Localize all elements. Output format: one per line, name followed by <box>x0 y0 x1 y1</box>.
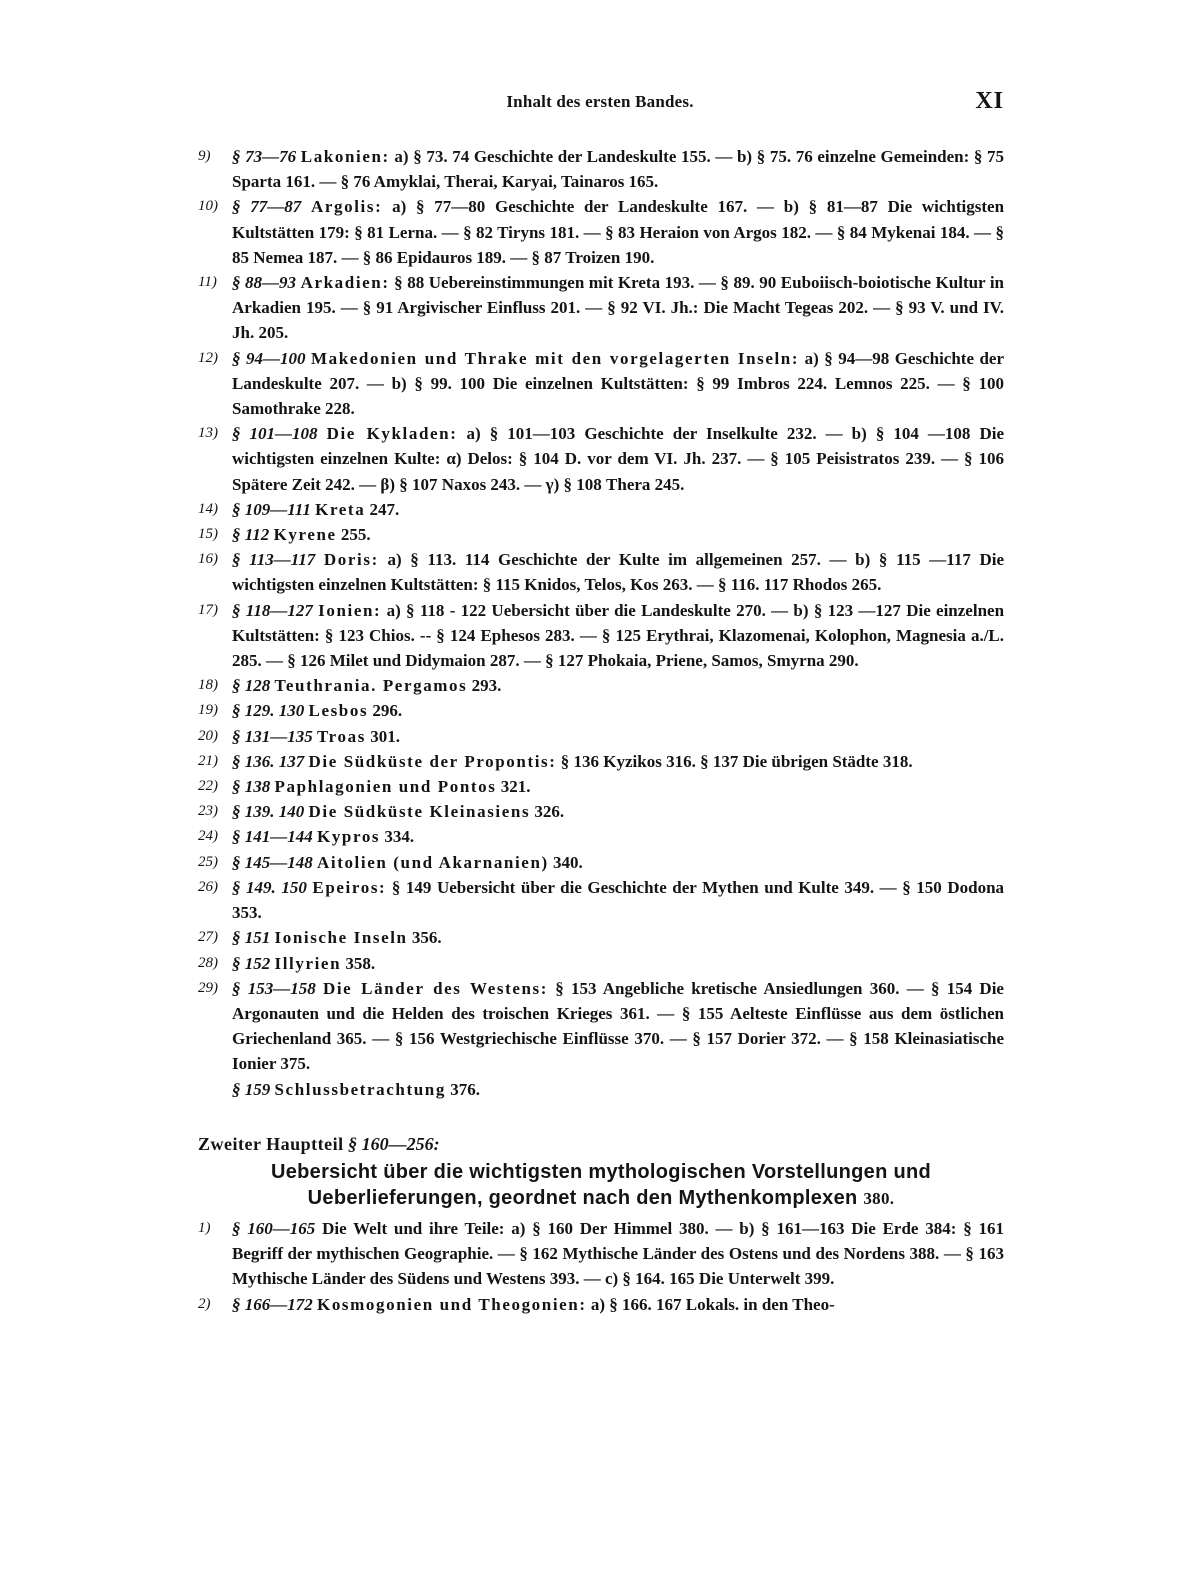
entry-section-range: § 139. 140 <box>232 802 305 822</box>
entry-section-range: § 112 <box>232 525 270 545</box>
entry-text: 255. <box>340 525 371 545</box>
toc-entry <box>198 824 1004 849</box>
entry-section-range: § 145—148 <box>232 852 313 872</box>
entry-number: 24) <box>198 828 218 845</box>
entry-section-range: § 138 <box>232 777 271 797</box>
entry-region-name: Kosmogonien und Theogonien: <box>317 1294 587 1314</box>
entry-text: § 149 Uebersicht über die Geschichte der Mythen und Kulte 349. — § 150 Dodona 353. <box>232 877 1005 923</box>
entry-number: 20) <box>198 727 218 744</box>
toc-entry <box>198 1292 1004 1317</box>
entry-number: 12) <box>198 349 218 366</box>
entry-section-range: § 77—87 <box>232 197 302 217</box>
entry-region-name: Kreta <box>315 499 366 519</box>
toc-entry <box>198 875 1004 925</box>
part-title <box>198 1159 1004 1212</box>
toc-entry <box>198 976 1004 1077</box>
entry-text: 301. <box>370 726 400 746</box>
entry-number: 18) <box>198 677 218 694</box>
entry-section-range: § 131—135 <box>232 726 313 746</box>
entry-number: 25) <box>198 853 218 870</box>
table-of-contents <box>198 144 1004 1317</box>
toc-part-one <box>198 144 1004 1102</box>
entry-text: 326. <box>534 802 565 822</box>
entry-region-name: Ionische Inseln <box>274 928 408 948</box>
entry-section-range: § 151 <box>232 928 271 948</box>
entry-text: § 153 Angebliche kretische Ansiedlungen 360. — § 154 Die Argonauten und die Helden des troischen Krieges 361. — § 155 Aelteste Einflüsse aus dem östlichen Griechenland 365. — § 156 Westgriechische Einflüsse 370. — § 157 Dorier 372. — § 158 Kleinasiatische Ionier 375. <box>232 978 1004 1074</box>
entry-text: 376. <box>450 1079 480 1099</box>
entry-number: 10) <box>198 198 218 215</box>
entry-text: a) § 77—80 Geschichte der Landeskulte 167. — b) § 81—87 Die wichtigsten Kultstätten 179: § 81 Lerna. — § 82 Tiryns 181. — § 83 Heraion von Argos 182. — § 84 Mykenai 184. — § 85 Nemea 187. — § 86 Epidauros 189. — § 87 Troizen 190. <box>232 197 1005 267</box>
entry-region-name: Aitolien (und Akarnanien) <box>317 852 549 872</box>
entry-text: 358. <box>345 953 376 973</box>
entry-region-name: Epeiros: <box>312 877 387 897</box>
toc-entry <box>198 925 1004 950</box>
entry-region-name: Argolis: <box>311 197 383 217</box>
entry-number: 9) <box>198 148 211 164</box>
entry-text: a) § 166. 167 Lokals. in den Theo- <box>590 1294 835 1314</box>
entry-number: 11) <box>198 274 217 291</box>
entry-section-range: § 136. 137 <box>232 751 305 771</box>
entry-region-name: Illyrien <box>274 953 342 973</box>
entry-section-range: § 153—158 <box>232 978 316 998</box>
entry-text: a) § 101—103 Geschichte der Inselkulte 232. — b) § 104 —108 Die wichtigsten einzelnen Kulte: α) Delos: § 104 D. vor dem VI. Jh. 237. — § 105 Peisistratos 239. — § 106 Spätere Zeit 242. — β) § 107 Naxos 243. — γ) § 108 Thera 245. <box>232 424 1004 494</box>
entry-region-name: Die Kykladen: <box>326 424 458 444</box>
entry-text: § 136 Kyzikos 316. § 137 Die übrigen Städte 318. <box>560 751 913 771</box>
toc-entry <box>198 724 1004 749</box>
entry-region-name: Lesbos <box>308 701 369 721</box>
entry-section-range: § 159 <box>232 1079 271 1099</box>
entry-region-name: Paphlagonien und Pontos <box>274 777 497 797</box>
page-header <box>196 88 1004 120</box>
toc-entry <box>198 850 1004 875</box>
entry-region-name: Die Länder des Westens: <box>322 978 549 998</box>
entry-text: Die Welt und ihre Teile: a) § 160 Der Himmel 380. — b) § 161—163 Die Erde 384: § 161 Begriff der mythischen Geographie. — § 162 Mythische Länder des Ostens und des Nordens 388. — § 163 Mythische Länder des Südens und Westens 393. — c) § 164. 165 Die Unterwelt 399. <box>232 1218 1005 1289</box>
toc-entry <box>198 270 1004 346</box>
entry-section-range: § 166—172 <box>232 1294 313 1314</box>
running-title: Inhalt des ersten Bandes. <box>506 92 694 111</box>
entry-number: 23) <box>198 803 218 820</box>
part-label: Zweiter Hauptteil <box>198 1133 344 1154</box>
toc-entry <box>198 1216 1004 1292</box>
entry-section-range: § 113—117 <box>232 550 316 570</box>
toc-part-two <box>198 1216 1004 1317</box>
entry-text: a) § 73. 74 Geschichte der Landeskulte 155. — b) § 75. 76 einzelne Gemeinden: § 75 Sparta 161. — § 76 Amyklai, Therai, Karyai, Tainaros 165. <box>232 147 1005 192</box>
entry-section-range: § 152 <box>232 953 271 973</box>
entry-section-range: § 101—108 <box>232 424 318 444</box>
entry-number: 29) <box>198 979 218 996</box>
entry-section-range: § 128 <box>232 676 271 696</box>
entry-section-range: § 141—144 <box>232 827 313 847</box>
entry-region-name: Schlussbetrachtung <box>274 1079 446 1099</box>
entry-section-range: § 160—165 <box>232 1218 316 1238</box>
toc-entry <box>198 547 1004 597</box>
entry-text: 340. <box>553 852 583 872</box>
toc-entry <box>198 749 1004 774</box>
entry-number: 14) <box>198 500 218 517</box>
entry-region-name: Doris: <box>323 550 379 570</box>
toc-entry <box>198 497 1004 522</box>
toc-entry <box>198 774 1004 799</box>
entry-region-name: Kypros <box>317 827 381 847</box>
entry-text: a) § 94—98 Geschichte der Landeskulte 207. — b) § 99. 100 Die einzelnen Kultstätten: § 99 Imbros 224. Lemnos 225. — § 100 Samothrake 228. <box>232 348 1005 419</box>
entry-section-range: § 73—76 <box>232 147 297 166</box>
entry-section-range: § 149. 150 <box>232 877 307 897</box>
entry-section-range: § 118—127 <box>232 600 313 620</box>
entry-section-range: § 109—111 <box>232 499 311 519</box>
toc-entry <box>198 346 1004 422</box>
entry-number: 28) <box>198 954 218 971</box>
part-heading <box>198 1132 1004 1157</box>
entry-region-name: Makedonien und Thrake mit den vorgelagerten Inseln: <box>310 348 800 368</box>
entry-number: 22) <box>198 778 218 795</box>
part-title-page: 380. <box>863 1188 895 1208</box>
entry-number: 19) <box>198 702 218 719</box>
entry-section-range: § 88—93 <box>232 273 297 293</box>
entry-section-range: § 94—100 <box>232 348 306 368</box>
toc-entry <box>198 598 1004 674</box>
entry-number: 16) <box>198 551 218 568</box>
entry-number: 1) <box>198 1219 211 1236</box>
entry-text: 296. <box>372 701 403 721</box>
entry-region-name: Kyrene <box>273 525 337 545</box>
entry-region-name: Arkadien: <box>300 273 390 293</box>
part-range: § 160—256: <box>348 1133 440 1154</box>
entry-text: 321. <box>500 777 531 797</box>
toc-entry <box>198 144 1004 194</box>
entry-text: 334. <box>384 827 415 847</box>
entry-number: 26) <box>198 878 218 895</box>
entry-text: 247. <box>369 499 400 519</box>
toc-entry <box>198 951 1004 976</box>
toc-entry <box>198 799 1004 824</box>
entry-text: a) § 118 - 122 Uebersicht über die Landeskulte 270. — b) § 123 —127 Die einzelnen Kultstätten: § 123 Chios. -- § 124 Ephesos 283. — § 125 Erythrai, Klazomenai, Kolophon, Magnesia a./L. 285. — § 126 Milet und Didymaion 287. — § 127 Phokaia, Priene, Samos, Smyrna 290. <box>232 600 1005 671</box>
entry-number: 17) <box>198 601 218 618</box>
entry-region-name: Teuthrania. Pergamos <box>274 676 468 696</box>
entry-text: § 88 Uebereinstimmungen mit Kreta 193. — § 89. 90 Euboiisch-boiotische Kultur in Arkadien 195. — § 91 Argivischer Einfluss 201. — § 92 VI. Jh.: Die Macht Tegeas 202. — § 93 V. und IV. Jh. 205. <box>232 273 1005 343</box>
entry-region-name: Ionien: <box>318 600 382 620</box>
entry-text: a) § 113. 114 Geschichte der Kulte im allgemeinen 257. — b) § 115 —117 Die wichtigsten einzelnen Kultstätten: § 115 Knidos, Telos, Kos 263. — § 116. 117 Rhodos 265. <box>232 550 1005 595</box>
entry-number: 15) <box>198 526 218 543</box>
entry-number: 21) <box>198 752 218 769</box>
toc-entry <box>198 421 1004 497</box>
entry-text: 293. <box>471 676 502 696</box>
entry-number: 27) <box>198 929 218 946</box>
toc-entry <box>198 522 1004 547</box>
entry-region-name: Troas <box>317 726 366 746</box>
entry-region-name: Lakonien: <box>300 147 390 166</box>
entry-text: 356. <box>411 928 442 948</box>
entry-region-name: Die Südküste der Propontis: <box>308 751 557 771</box>
part-title-text: Uebersicht über die wichtigsten mythologischen Vorstellungen und Ueberlieferungen, geordnet nach den Mythenkomplexen <box>270 1160 932 1209</box>
entry-number: 2) <box>198 1295 211 1312</box>
toc-entry <box>198 698 1004 723</box>
entry-region-name: Die Südküste Kleinasiens <box>308 802 531 822</box>
page-number: XI <box>975 88 1004 114</box>
toc-entry <box>198 194 1004 270</box>
entry-section-range: § 129. 130 <box>232 701 305 721</box>
toc-entry <box>198 1077 1004 1102</box>
toc-entry <box>198 673 1004 698</box>
entry-number: 13) <box>198 425 218 442</box>
